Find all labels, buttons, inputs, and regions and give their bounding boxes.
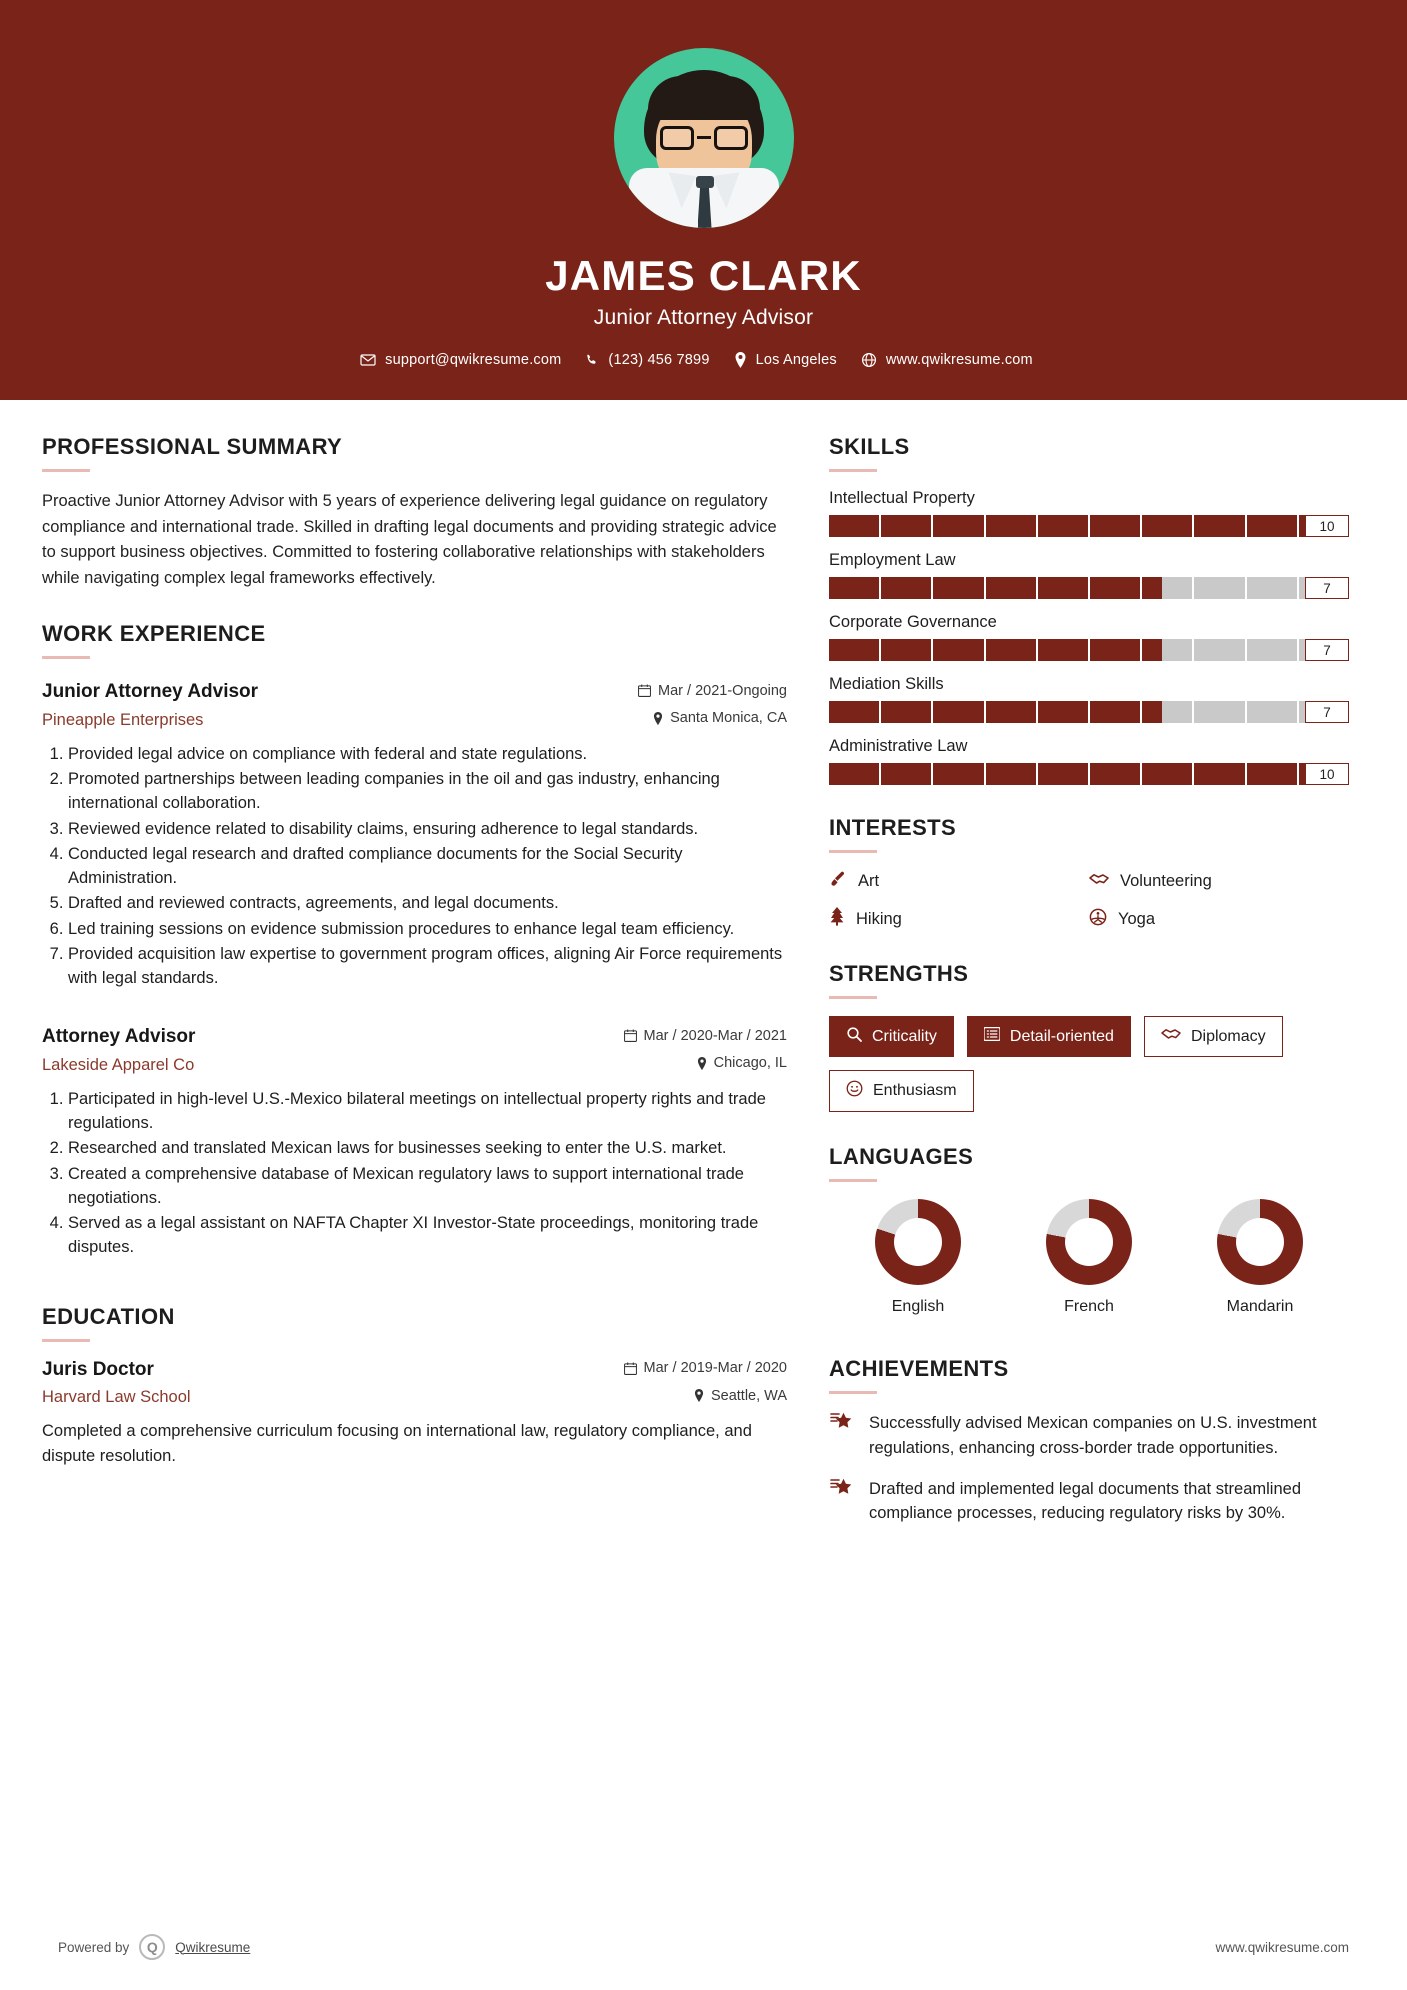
degree-title: Juris Doctor <box>42 1358 154 1380</box>
interests-grid <box>829 870 1349 931</box>
skill-bar <box>829 763 1349 785</box>
achievement-item <box>829 1477 1349 1527</box>
contact-location-text: Los Angeles <box>755 352 837 369</box>
job-company: Pineapple Enterprises <box>42 710 204 729</box>
skill-row <box>829 737 1349 785</box>
education-location-text: Seattle, WA <box>710 1387 787 1404</box>
interest-label: Yoga <box>1118 909 1156 928</box>
strength-chip-criticality <box>829 1016 954 1057</box>
section-title-summary: PROFESSIONAL SUMMARY <box>42 434 343 459</box>
job-location <box>697 1055 787 1071</box>
job-location <box>653 710 787 726</box>
contact-phone-text: (123) 456 7899 <box>608 352 710 369</box>
strength-chip-diplomacy <box>1144 1016 1283 1057</box>
languages-row <box>829 1199 1349 1316</box>
left-column <box>42 434 787 1526</box>
resume-body <box>0 400 1407 1526</box>
job-role-subtitle: Junior Attorney Advisor <box>593 306 814 330</box>
skill-label: Mediation Skills <box>829 675 944 693</box>
job-title: Attorney Advisor <box>42 1026 196 1048</box>
contact-email-text: support@qwikresume.com <box>385 352 562 369</box>
calendar-icon <box>624 1029 637 1042</box>
list-item: 6. Led training sessions on evidence submission procedures to enhance legal team efficiency. <box>68 917 787 941</box>
job-dates-text: Mar / 2020-Mar / 2021 <box>643 1027 787 1044</box>
skill-label: Intellectual Property <box>829 489 975 507</box>
contact-email[interactable] <box>360 352 561 368</box>
strength-label: Criticality <box>872 1027 937 1045</box>
achievement-text: Drafted and implemented legal documents that streamlined compliance processes, reducing regulatory risks by 30%. <box>869 1479 1301 1523</box>
strength-chip-detail-oriented <box>967 1016 1131 1057</box>
powered-by-label: Powered by <box>58 1939 130 1955</box>
job-company: Lakeside Apparel Co <box>42 1055 195 1074</box>
interest-item <box>1089 870 1349 893</box>
education-location <box>694 1388 787 1404</box>
work-item <box>42 1026 787 1259</box>
section-title-education: EDUCATION <box>42 1303 175 1329</box>
section-title-work: WORK EXPERIENCE <box>42 621 266 647</box>
powered-by-block <box>58 1934 250 1960</box>
language-label: Mandarin <box>1226 1298 1294 1315</box>
list-item: 1. Provided legal advice on compliance with federal and state regulations. <box>68 742 787 766</box>
qwikresume-brand-link[interactable]: Qwikresume <box>175 1939 251 1955</box>
job-location-text: Santa Monica, CA <box>670 710 787 727</box>
language-item <box>843 1199 993 1316</box>
award-star-icon <box>829 1477 855 1527</box>
interest-item <box>829 870 1089 893</box>
school-name: Harvard Law School <box>42 1388 191 1406</box>
smiley-icon <box>846 1080 863 1102</box>
education-item <box>42 1359 787 1469</box>
handshake-icon <box>1161 1026 1181 1047</box>
location-pin-icon <box>697 1057 707 1070</box>
skill-label: Employment Law <box>829 551 956 569</box>
job-dates <box>624 1028 787 1044</box>
tree-icon <box>829 907 845 931</box>
strength-chip-enthusiasm <box>829 1070 974 1112</box>
job-dates-text: Mar / 2021-Ongoing <box>658 682 787 699</box>
list-item: 7. Provided acquisition law expertise to government program offices, aligning Air Force requirements with legal standards. <box>68 942 787 991</box>
section-rule <box>829 850 877 853</box>
skill-row <box>829 613 1349 661</box>
contact-website[interactable] <box>861 352 1033 368</box>
job-bullets <box>42 1087 787 1260</box>
qwikresume-logo-icon: Q <box>139 1934 165 1960</box>
list-item: 3. Created a comprehensive database of Mexican regulatory laws to support international trade negotiations. <box>68 1162 787 1211</box>
job-dates <box>638 683 787 699</box>
globe-icon <box>861 352 877 368</box>
interest-item <box>1089 907 1349 931</box>
award-star-icon <box>829 1411 855 1461</box>
strength-label: Detail-oriented <box>1009 1027 1114 1045</box>
section-rule <box>42 656 90 659</box>
achievement-item <box>829 1411 1349 1461</box>
contact-phone[interactable] <box>585 352 709 368</box>
section-rule <box>829 469 877 472</box>
volunteering-hands-icon <box>1089 870 1109 893</box>
skill-row <box>829 489 1349 537</box>
language-item <box>1014 1199 1164 1316</box>
skill-label: Corporate Governance <box>829 613 997 631</box>
footer-website[interactable]: www.qwikresume.com <box>1215 1939 1349 1955</box>
section-title-skills: SKILLS <box>829 434 910 459</box>
skill-label: Administrative Law <box>829 737 968 755</box>
language-label: French <box>1064 1298 1114 1315</box>
strength-label: Diplomacy <box>1190 1027 1266 1045</box>
section-title-interests: INTERESTS <box>829 815 957 840</box>
strengths-list <box>829 1016 1349 1112</box>
work-item <box>42 681 787 990</box>
skill-value: 10 <box>1305 515 1349 537</box>
phone-icon <box>585 353 599 367</box>
interest-label: Hiking <box>856 909 902 928</box>
search-icon <box>846 1026 862 1047</box>
skill-bar <box>829 577 1349 599</box>
envelope-icon <box>360 352 376 368</box>
skill-bar <box>829 701 1349 723</box>
skill-row <box>829 551 1349 599</box>
location-pin-icon <box>653 712 663 725</box>
skill-value: 10 <box>1305 763 1349 785</box>
section-rule <box>829 1179 877 1182</box>
yoga-icon <box>1089 908 1107 931</box>
calendar-icon <box>638 684 651 697</box>
interest-item <box>829 907 1089 931</box>
skill-bar <box>829 639 1349 661</box>
achievement-text: Successfully advised Mexican companies on U.S. investment regulations, enhancing cross-border trade opportunities. <box>869 1414 1317 1457</box>
avatar <box>614 48 794 228</box>
section-rule <box>829 996 877 999</box>
page-title: JAMES CLARK <box>545 252 862 299</box>
language-donut-chart <box>1217 1199 1303 1285</box>
list-item: 1. Participated in high-level U.S.-Mexico bilateral meetings on intellectual property rights and trade regulations. <box>68 1087 787 1136</box>
strength-label: Enthusiasm <box>873 1082 957 1099</box>
summary-text: Proactive Junior Attorney Advisor with 5 years of experience delivering legal guidance on regulatory compliance and international trade. Skilled in drafting legal documents and providing strategic advice to support business objectives. Committed to fostering collaborative relationships with stakeholders while navigating complex legal frameworks effectively. <box>42 492 777 587</box>
list-item: 5. Drafted and reviewed contracts, agreements, and legal documents. <box>68 891 787 915</box>
section-rule <box>42 1339 90 1342</box>
right-column <box>829 434 1349 1526</box>
job-bullets <box>42 742 787 991</box>
job-title: Junior Attorney Advisor <box>42 681 259 703</box>
education-dates-text: Mar / 2019-Mar / 2020 <box>643 1360 787 1376</box>
page-footer <box>0 1934 1407 1960</box>
language-item <box>1185 1199 1335 1316</box>
calendar-icon <box>624 1362 637 1375</box>
skill-bar <box>829 515 1349 537</box>
language-donut-chart <box>875 1199 961 1285</box>
contact-location <box>734 352 837 368</box>
list-item: 2. Researched and translated Mexican laws for businesses seeking to enter the U.S. market. <box>68 1136 787 1160</box>
location-pin-icon <box>734 352 747 368</box>
paintbrush-icon <box>829 870 847 893</box>
list-item: 4. Served as a legal assistant on NAFTA Chapter XI Investor-State proceedings, monitoring trade disputes. <box>68 1211 787 1260</box>
section-title-languages: LANGUAGES <box>829 1144 974 1169</box>
skill-row <box>829 675 1349 723</box>
interest-label: Art <box>858 872 880 890</box>
education-dates <box>624 1360 787 1376</box>
skill-value: 7 <box>1305 701 1349 723</box>
section-rule <box>829 1391 877 1394</box>
list-icon <box>984 1027 1000 1046</box>
section-rule <box>42 469 90 472</box>
job-location-text: Chicago, IL <box>713 1055 787 1072</box>
language-donut-chart <box>1046 1199 1132 1285</box>
resume-header <box>0 0 1407 400</box>
interest-label: Volunteering <box>1120 872 1212 890</box>
contact-bar <box>360 352 1047 368</box>
section-title-strengths: STRENGTHS <box>829 961 969 986</box>
location-pin-icon <box>694 1389 704 1402</box>
list-item: 4. Conducted legal research and drafted compliance documents for the Social Security Administration. <box>68 842 787 891</box>
section-title-achievements: ACHIEVEMENTS <box>829 1356 1009 1381</box>
list-item: 3. Reviewed evidence related to disability claims, ensuring adherence to legal standards. <box>68 817 787 841</box>
skill-value: 7 <box>1305 577 1349 599</box>
language-label: English <box>891 1298 945 1315</box>
glasses-icon <box>658 126 750 152</box>
list-item: 2. Promoted partnerships between leading companies in the oil and gas industry, enhancing international collaboration. <box>68 767 787 816</box>
education-description: Completed a comprehensive curriculum focusing on international law, regulatory compliance, and dispute resolution. <box>42 1422 752 1465</box>
skill-value: 7 <box>1305 639 1349 661</box>
contact-website-text: www.qwikresume.com <box>885 352 1033 369</box>
